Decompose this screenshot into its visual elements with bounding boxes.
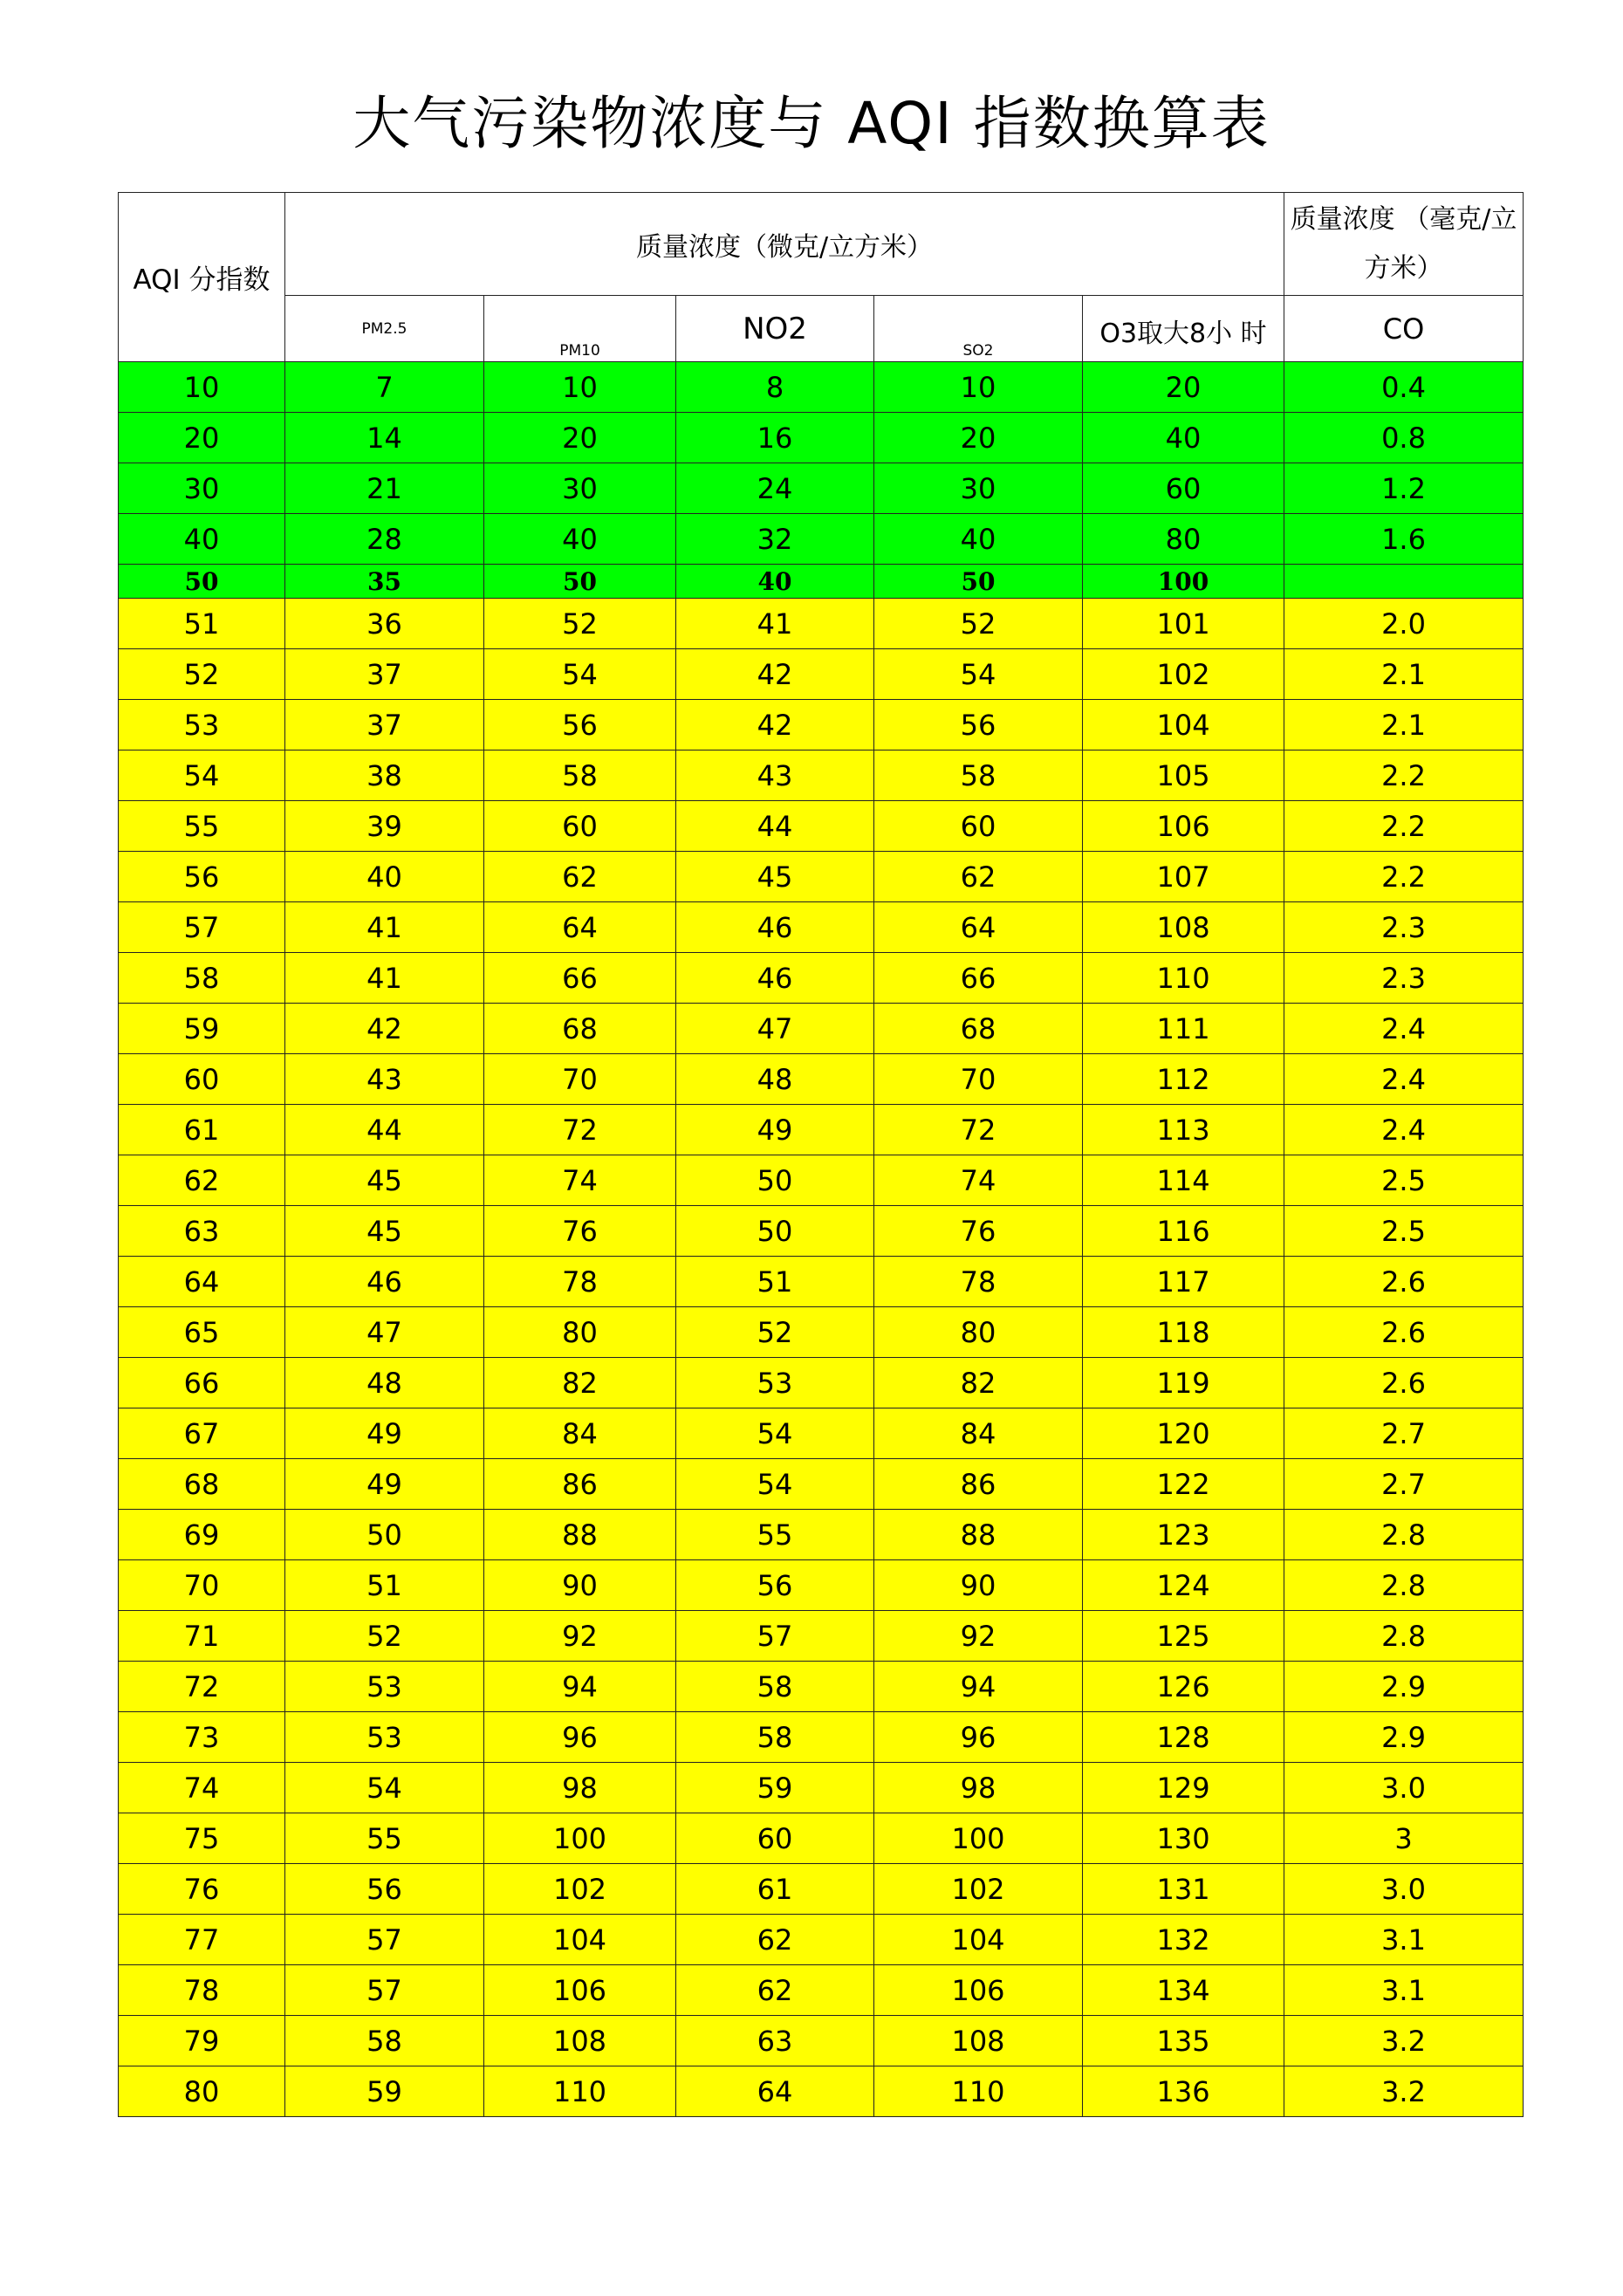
cell-o3: 104	[1083, 700, 1284, 750]
cell-co: 3.2	[1284, 2066, 1524, 2117]
cell-o3: 113	[1083, 1105, 1284, 1155]
table-row	[119, 1307, 1524, 1358]
cell-o3: 130	[1083, 1813, 1284, 1864]
cell-so2: 92	[874, 1611, 1083, 1662]
cell-o3: 111	[1083, 1004, 1284, 1054]
cell-co: 2.8	[1284, 1611, 1524, 1662]
cell-aqi: 77	[119, 1915, 285, 1965]
cell-no2: 56	[676, 1560, 874, 1611]
cell-co: 1.6	[1284, 514, 1524, 565]
cell-o3: 119	[1083, 1358, 1284, 1408]
cell-so2: 108	[874, 2016, 1083, 2066]
cell-aqi: 61	[119, 1105, 285, 1155]
cell-co: 2.8	[1284, 1560, 1524, 1611]
cell-o3: 112	[1083, 1054, 1284, 1105]
cell-co: 2.5	[1284, 1155, 1524, 1206]
cell-pm10: 84	[484, 1408, 676, 1459]
cell-pm25: 37	[285, 649, 484, 700]
cell-no2: 46	[676, 902, 874, 953]
table-row	[119, 413, 1524, 463]
cell-co: 2.2	[1284, 852, 1524, 902]
cell-pm10: 64	[484, 902, 676, 953]
table-row	[119, 1054, 1524, 1105]
cell-o3: 118	[1083, 1307, 1284, 1358]
table-row	[119, 852, 1524, 902]
cell-aqi: 79	[119, 2016, 285, 2066]
cell-pm10: 50	[484, 565, 676, 599]
cell-pm10: 72	[484, 1105, 676, 1155]
table-row	[119, 1813, 1524, 1864]
cell-aqi: 58	[119, 953, 285, 1004]
cell-no2: 62	[676, 1915, 874, 1965]
co-column-header: CO	[1284, 296, 1524, 362]
cell-pm25: 28	[285, 514, 484, 565]
cell-pm25: 57	[285, 1965, 484, 2016]
o3-column-header: O3取大8小 时	[1083, 296, 1284, 362]
header-row-main	[119, 193, 1524, 296]
cell-o3: 120	[1083, 1408, 1284, 1459]
cell-pm25: 37	[285, 700, 484, 750]
cell-co: 2.6	[1284, 1307, 1524, 1358]
cell-no2: 44	[676, 801, 874, 852]
cell-pm10: 30	[484, 463, 676, 514]
cell-o3: 102	[1083, 649, 1284, 700]
table-row	[119, 1206, 1524, 1257]
cell-pm25: 47	[285, 1307, 484, 1358]
cell-so2: 54	[874, 649, 1083, 700]
cell-pm10: 106	[484, 1965, 676, 2016]
pm25-column-header: PM2.5	[285, 296, 484, 362]
cell-pm25: 45	[285, 1155, 484, 1206]
aqi-conversion-table	[118, 192, 1524, 2117]
cell-pm10: 92	[484, 1611, 676, 1662]
table-row	[119, 1915, 1524, 1965]
cell-aqi: 75	[119, 1813, 285, 1864]
cell-pm10: 80	[484, 1307, 676, 1358]
cell-co: 2.2	[1284, 801, 1524, 852]
table-row	[119, 1965, 1524, 2016]
table-row	[119, 1257, 1524, 1307]
cell-pm25: 43	[285, 1054, 484, 1105]
cell-pm25: 38	[285, 750, 484, 801]
cell-pm25: 53	[285, 1662, 484, 1712]
cell-co: 2.7	[1284, 1459, 1524, 1510]
cell-no2: 43	[676, 750, 874, 801]
table-row	[119, 1004, 1524, 1054]
cell-co: 2.5	[1284, 1206, 1524, 1257]
cell-so2: 110	[874, 2066, 1083, 2117]
cell-co: 2.4	[1284, 1054, 1524, 1105]
co-unit-header: 质量浓度 （毫克/立方米）	[1284, 193, 1524, 296]
cell-co	[1284, 565, 1524, 599]
cell-aqi: 51	[119, 599, 285, 649]
cell-so2: 96	[874, 1712, 1083, 1763]
cell-pm25: 7	[285, 362, 484, 413]
cell-aqi: 67	[119, 1408, 285, 1459]
table-row	[119, 565, 1524, 599]
cell-co: 0.4	[1284, 362, 1524, 413]
cell-pm10: 56	[484, 700, 676, 750]
cell-o3: 117	[1083, 1257, 1284, 1307]
cell-so2: 80	[874, 1307, 1083, 1358]
cell-pm10: 90	[484, 1560, 676, 1611]
page-title: 大气污染物浓度与 AQI 指数换算表	[353, 90, 1270, 157]
cell-pm10: 88	[484, 1510, 676, 1560]
cell-no2: 58	[676, 1712, 874, 1763]
cell-aqi: 54	[119, 750, 285, 801]
cell-no2: 60	[676, 1813, 874, 1864]
cell-pm10: 52	[484, 599, 676, 649]
cell-co: 2.6	[1284, 1257, 1524, 1307]
cell-no2: 45	[676, 852, 874, 902]
table-row	[119, 2066, 1524, 2117]
cell-aqi: 30	[119, 463, 285, 514]
table-row	[119, 1763, 1524, 1813]
cell-co: 2.6	[1284, 1358, 1524, 1408]
table-row	[119, 1408, 1524, 1459]
cell-o3: 134	[1083, 1965, 1284, 2016]
cell-pm10: 100	[484, 1813, 676, 1864]
cell-o3: 126	[1083, 1662, 1284, 1712]
cell-co: 2.1	[1284, 649, 1524, 700]
cell-so2: 78	[874, 1257, 1083, 1307]
cell-o3: 107	[1083, 852, 1284, 902]
cell-no2: 50	[676, 1206, 874, 1257]
cell-so2: 62	[874, 852, 1083, 902]
cell-pm10: 60	[484, 801, 676, 852]
cell-o3: 132	[1083, 1915, 1284, 1965]
cell-no2: 64	[676, 2066, 874, 2117]
cell-pm10: 10	[484, 362, 676, 413]
cell-pm25: 58	[285, 2016, 484, 2066]
cell-no2: 42	[676, 700, 874, 750]
cell-co: 3.1	[1284, 1915, 1524, 1965]
cell-aqi: 80	[119, 2066, 285, 2117]
cell-so2: 76	[874, 1206, 1083, 1257]
cell-so2: 10	[874, 362, 1083, 413]
cell-no2: 54	[676, 1459, 874, 1510]
cell-so2: 70	[874, 1054, 1083, 1105]
cell-no2: 32	[676, 514, 874, 565]
cell-o3: 105	[1083, 750, 1284, 801]
cell-so2: 20	[874, 413, 1083, 463]
cell-no2: 50	[676, 1155, 874, 1206]
cell-no2: 42	[676, 649, 874, 700]
cell-pm25: 50	[285, 1510, 484, 1560]
cell-pm10: 82	[484, 1358, 676, 1408]
cell-o3: 131	[1083, 1864, 1284, 1915]
cell-no2: 59	[676, 1763, 874, 1813]
cell-so2: 86	[874, 1459, 1083, 1510]
cell-no2: 61	[676, 1864, 874, 1915]
so2-column-header: SO2	[874, 296, 1083, 362]
cell-aqi: 60	[119, 1054, 285, 1105]
cell-co: 3.0	[1284, 1763, 1524, 1813]
cell-pm25: 35	[285, 565, 484, 599]
cell-so2: 94	[874, 1662, 1083, 1712]
cell-so2: 82	[874, 1358, 1083, 1408]
cell-aqi: 57	[119, 902, 285, 953]
cell-so2: 50	[874, 565, 1083, 599]
cell-pm25: 52	[285, 1611, 484, 1662]
cell-pm25: 53	[285, 1712, 484, 1763]
cell-so2: 84	[874, 1408, 1083, 1459]
cell-no2: 41	[676, 599, 874, 649]
cell-pm10: 98	[484, 1763, 676, 1813]
cell-pm10: 86	[484, 1459, 676, 1510]
cell-aqi: 63	[119, 1206, 285, 1257]
cell-pm25: 41	[285, 902, 484, 953]
cell-o3: 106	[1083, 801, 1284, 852]
cell-pm25: 40	[285, 852, 484, 902]
cell-o3: 108	[1083, 902, 1284, 953]
cell-pm10: 54	[484, 649, 676, 700]
table-row	[119, 953, 1524, 1004]
cell-aqi: 62	[119, 1155, 285, 1206]
cell-no2: 57	[676, 1611, 874, 1662]
cell-pm25: 59	[285, 2066, 484, 2117]
cell-pm25: 57	[285, 1915, 484, 1965]
cell-no2: 55	[676, 1510, 874, 1560]
cell-co: 2.2	[1284, 750, 1524, 801]
table-row	[119, 599, 1524, 649]
cell-co: 3.2	[1284, 2016, 1524, 2066]
cell-aqi: 40	[119, 514, 285, 565]
table-row	[119, 514, 1524, 565]
cell-so2: 58	[874, 750, 1083, 801]
cell-pm10: 76	[484, 1206, 676, 1257]
cell-aqi: 20	[119, 413, 285, 463]
cell-aqi: 66	[119, 1358, 285, 1408]
cell-so2: 90	[874, 1560, 1083, 1611]
cell-no2: 62	[676, 1965, 874, 2016]
cell-so2: 66	[874, 953, 1083, 1004]
cell-aqi: 56	[119, 852, 285, 902]
cell-no2: 16	[676, 413, 874, 463]
cell-o3: 129	[1083, 1763, 1284, 1813]
cell-aqi: 71	[119, 1611, 285, 1662]
cell-o3: 110	[1083, 953, 1284, 1004]
cell-aqi: 50	[119, 565, 285, 599]
cell-no2: 53	[676, 1358, 874, 1408]
cell-pm10: 110	[484, 2066, 676, 2117]
table-row	[119, 700, 1524, 750]
cell-pm25: 44	[285, 1105, 484, 1155]
cell-so2: 102	[874, 1864, 1083, 1915]
cell-co: 2.3	[1284, 902, 1524, 953]
cell-pm10: 20	[484, 413, 676, 463]
table-row	[119, 1155, 1524, 1206]
cell-aqi: 59	[119, 1004, 285, 1054]
cell-pm25: 55	[285, 1813, 484, 1864]
cell-pm25: 51	[285, 1560, 484, 1611]
cell-co: 2.8	[1284, 1510, 1524, 1560]
cell-no2: 49	[676, 1105, 874, 1155]
cell-co: 1.2	[1284, 463, 1524, 514]
cell-aqi: 64	[119, 1257, 285, 1307]
table-row	[119, 750, 1524, 801]
cell-pm10: 70	[484, 1054, 676, 1105]
cell-o3: 40	[1083, 413, 1284, 463]
cell-aqi: 68	[119, 1459, 285, 1510]
cell-aqi: 69	[119, 1510, 285, 1560]
cell-o3: 100	[1083, 565, 1284, 599]
cell-pm25: 42	[285, 1004, 484, 1054]
cell-aqi: 74	[119, 1763, 285, 1813]
cell-co: 2.9	[1284, 1712, 1524, 1763]
cell-no2: 54	[676, 1408, 874, 1459]
cell-co: 2.4	[1284, 1105, 1524, 1155]
cell-pm10: 78	[484, 1257, 676, 1307]
cell-o3: 60	[1083, 463, 1284, 514]
cell-pm10: 74	[484, 1155, 676, 1206]
cell-aqi: 55	[119, 801, 285, 852]
cell-pm25: 46	[285, 1257, 484, 1307]
cell-so2: 100	[874, 1813, 1083, 1864]
table-row	[119, 1864, 1524, 1915]
cell-pm25: 21	[285, 463, 484, 514]
cell-aqi: 76	[119, 1864, 285, 1915]
cell-so2: 106	[874, 1965, 1083, 2016]
cell-aqi: 73	[119, 1712, 285, 1763]
cell-co: 2.9	[1284, 1662, 1524, 1712]
cell-pm10: 104	[484, 1915, 676, 1965]
cell-pm25: 56	[285, 1864, 484, 1915]
table-row	[119, 1358, 1524, 1408]
cell-no2: 58	[676, 1662, 874, 1712]
cell-o3: 123	[1083, 1510, 1284, 1560]
cell-pm25: 39	[285, 801, 484, 852]
table-row	[119, 1712, 1524, 1763]
no2-column-header: NO2	[676, 296, 874, 362]
cell-aqi: 52	[119, 649, 285, 700]
cell-pm25: 41	[285, 953, 484, 1004]
cell-no2: 40	[676, 565, 874, 599]
cell-o3: 116	[1083, 1206, 1284, 1257]
table-row	[119, 1611, 1524, 1662]
cell-o3: 124	[1083, 1560, 1284, 1611]
cell-o3: 101	[1083, 599, 1284, 649]
cell-aqi: 53	[119, 700, 285, 750]
table-row	[119, 649, 1524, 700]
cell-o3: 20	[1083, 362, 1284, 413]
cell-co: 0.8	[1284, 413, 1524, 463]
cell-pm25: 14	[285, 413, 484, 463]
mass-concentration-header: 质量浓度（微克/立方米）	[285, 193, 1284, 296]
table-row	[119, 801, 1524, 852]
cell-so2: 72	[874, 1105, 1083, 1155]
cell-co: 2.1	[1284, 700, 1524, 750]
cell-aqi: 10	[119, 362, 285, 413]
cell-o3: 128	[1083, 1712, 1284, 1763]
cell-so2: 40	[874, 514, 1083, 565]
cell-so2: 88	[874, 1510, 1083, 1560]
cell-so2: 74	[874, 1155, 1083, 1206]
cell-co: 3.0	[1284, 1864, 1524, 1915]
cell-o3: 135	[1083, 2016, 1284, 2066]
table-row	[119, 1105, 1524, 1155]
table-row	[119, 362, 1524, 413]
cell-o3: 122	[1083, 1459, 1284, 1510]
pm10-column-header: PM10	[484, 296, 676, 362]
header-row-sub	[119, 296, 1524, 362]
cell-no2: 46	[676, 953, 874, 1004]
cell-o3: 114	[1083, 1155, 1284, 1206]
cell-aqi: 65	[119, 1307, 285, 1358]
cell-so2: 68	[874, 1004, 1083, 1054]
cell-so2: 60	[874, 801, 1083, 852]
cell-so2: 30	[874, 463, 1083, 514]
cell-aqi: 70	[119, 1560, 285, 1611]
cell-pm10: 62	[484, 852, 676, 902]
table-row	[119, 463, 1524, 514]
cell-pm10: 108	[484, 2016, 676, 2066]
cell-co: 2.3	[1284, 953, 1524, 1004]
table-row	[119, 1459, 1524, 1510]
cell-pm10: 102	[484, 1864, 676, 1915]
cell-o3: 80	[1083, 514, 1284, 565]
cell-so2: 104	[874, 1915, 1083, 1965]
cell-aqi: 72	[119, 1662, 285, 1712]
cell-pm10: 40	[484, 514, 676, 565]
cell-co: 2.4	[1284, 1004, 1524, 1054]
cell-no2: 52	[676, 1307, 874, 1358]
cell-co: 2.7	[1284, 1408, 1524, 1459]
table-row	[119, 2016, 1524, 2066]
cell-pm25: 48	[285, 1358, 484, 1408]
cell-pm25: 49	[285, 1408, 484, 1459]
table-row	[119, 1662, 1524, 1712]
cell-no2: 63	[676, 2016, 874, 2066]
cell-so2: 64	[874, 902, 1083, 953]
cell-co: 2.0	[1284, 599, 1524, 649]
cell-pm10: 96	[484, 1712, 676, 1763]
cell-no2: 51	[676, 1257, 874, 1307]
cell-o3: 125	[1083, 1611, 1284, 1662]
cell-pm10: 66	[484, 953, 676, 1004]
table-body	[119, 193, 1524, 2117]
cell-co: 3.1	[1284, 1965, 1524, 2016]
cell-no2: 47	[676, 1004, 874, 1054]
cell-pm10: 58	[484, 750, 676, 801]
cell-so2: 52	[874, 599, 1083, 649]
cell-pm10: 94	[484, 1662, 676, 1712]
cell-pm25: 54	[285, 1763, 484, 1813]
table-row	[119, 1560, 1524, 1611]
cell-pm25: 49	[285, 1459, 484, 1510]
table-row	[119, 1510, 1524, 1560]
cell-pm25: 36	[285, 599, 484, 649]
cell-co: 3	[1284, 1813, 1524, 1864]
cell-no2: 8	[676, 362, 874, 413]
cell-so2: 56	[874, 700, 1083, 750]
cell-so2: 98	[874, 1763, 1083, 1813]
aqi-column-header: AQI 分指数	[119, 193, 285, 362]
cell-aqi: 78	[119, 1965, 285, 2016]
cell-no2: 48	[676, 1054, 874, 1105]
cell-no2: 24	[676, 463, 874, 514]
table-row	[119, 902, 1524, 953]
cell-pm10: 68	[484, 1004, 676, 1054]
cell-pm25: 45	[285, 1206, 484, 1257]
cell-o3: 136	[1083, 2066, 1284, 2117]
